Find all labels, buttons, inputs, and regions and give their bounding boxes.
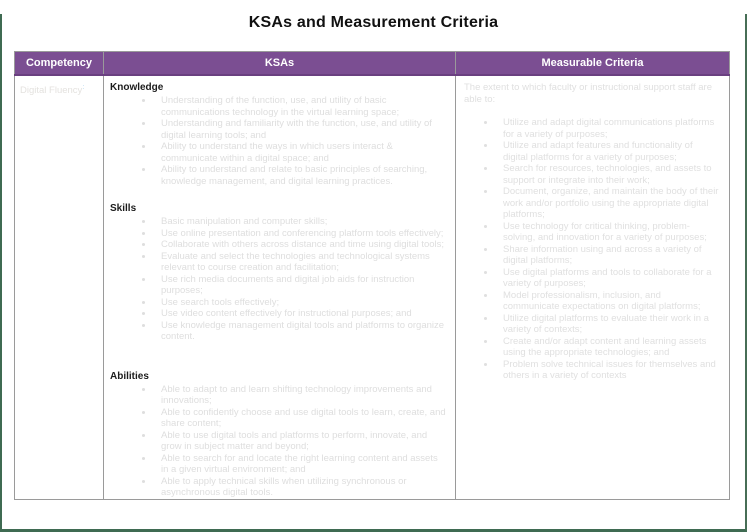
bullet-item: • Understanding of the function, use, and utility of basic communications technology in the virtual learning space; xyxy=(154,95,447,118)
competency-label: Digital Fluency xyxy=(20,85,83,97)
section-heading: Knowledge xyxy=(110,82,164,93)
ksas-cell xyxy=(104,75,456,499)
section-heading: Abilities xyxy=(110,370,149,382)
ksa-section-skills xyxy=(110,203,447,343)
bullet-list xyxy=(110,95,447,187)
bullet-item: • Use search tools effectively; xyxy=(154,297,447,309)
document-page xyxy=(0,14,747,532)
bullet-list xyxy=(110,216,447,343)
bullet-item: • Use digital platforms and tools to collaborate for a variety of purposes; xyxy=(496,267,719,290)
bullet-item: • Able to apply technical skills when utilizing synchronous or asynchronous digital tools. xyxy=(154,476,447,499)
bullet-item: • Able to confidently choose and use digital tools to learn, create, and share content; xyxy=(154,407,447,430)
bullet-item: • Document, organize, and maintain the body of their work and/or portfolio using the appropriate digital platforms; xyxy=(496,186,719,221)
bullet-item: • Able to search for and locate the right learning content and assets in a given virtual environment; and xyxy=(154,453,447,476)
competency-note: : xyxy=(82,84,85,91)
ksa-section-abilities xyxy=(110,371,447,499)
bullet-item: • Use video content effectively for instructional purposes; and xyxy=(154,308,447,320)
criteria-cell xyxy=(456,75,730,499)
bullet-item: • Use knowledge management digital tools and platforms to organize content. xyxy=(154,320,447,343)
ksa-section-knowledge xyxy=(110,82,447,187)
bullet-list xyxy=(110,384,447,499)
table-row xyxy=(15,75,730,499)
bullet-item: • Problem solve technical issues for themselves and others in a variety of contexts xyxy=(496,359,719,382)
bullet-item: • Collaborate with others across distance and time using digital tools; xyxy=(154,239,447,251)
bullet-item: • Create and/or adapt content and learning assets using the appropriate technologies; and xyxy=(496,336,719,359)
bullet-item: • Share information using and across a variety of digital platforms; xyxy=(496,244,719,267)
bullet-item: • Utilize and adapt features and functionality of digital platforms for a variety of purposes; xyxy=(496,140,719,163)
bullet-item: • Utilize and adapt digital communications platforms for a variety of purposes; xyxy=(496,117,719,140)
bullet-item: • Able to use digital tools and platforms to perform, innovate, and grow in subject matter and beyond; xyxy=(154,430,447,453)
table-header-row xyxy=(15,52,730,76)
bullet-list xyxy=(464,117,719,382)
page-title: KSAs and Measurement Criteria xyxy=(248,14,499,31)
bullet-item: • Evaluate and select the technologies and technological systems relevant to course creation and facilitation; xyxy=(154,251,447,274)
bullet-item: • Able to adapt to and learn shifting technology improvements and innovations; xyxy=(154,384,447,407)
bullet-item: • Understanding and familiarity with the function, use, and utility of digital learning tools; and xyxy=(154,118,447,141)
bullet-item: • Utilize digital platforms to evaluate their work in a variety of contexts; xyxy=(496,313,719,336)
criteria-intro: The extent to which faculty or instructional support staff are able to: xyxy=(464,82,713,105)
bullet-item: • Ability to understand the ways in which users interact & communicate within a digital space; and xyxy=(154,141,447,164)
col-header-ksas: KSAs xyxy=(104,52,456,76)
bullet-item: • Use online presentation and conferencing platform tools effectively; xyxy=(154,228,447,240)
bullet-item: • Use rich media documents and digital job aids for instruction purposes; xyxy=(154,274,447,297)
col-header-competency: Competency xyxy=(15,52,104,76)
bullet-item: • Ability to understand and relate to basic principles of searching, knowledge management, and digital learning practices. xyxy=(154,164,447,187)
bullet-item: • Model professionalism, inclusion, and communicate expectations on digital platforms; xyxy=(496,290,719,313)
ksa-table xyxy=(14,51,730,500)
bullet-item: • Use technology for critical thinking, problem-solving, and innovation for a variety of purposes; xyxy=(496,221,719,244)
col-header-measurable-criteria: Measurable Criteria xyxy=(456,52,730,76)
competency-cell xyxy=(15,75,104,499)
section-heading: Skills xyxy=(110,203,137,214)
bullet-item: • Search for resources, technologies, and assets to support or integrate into their work; xyxy=(496,163,719,186)
bullet-item: • Basic manipulation and computer skills; xyxy=(154,216,447,228)
